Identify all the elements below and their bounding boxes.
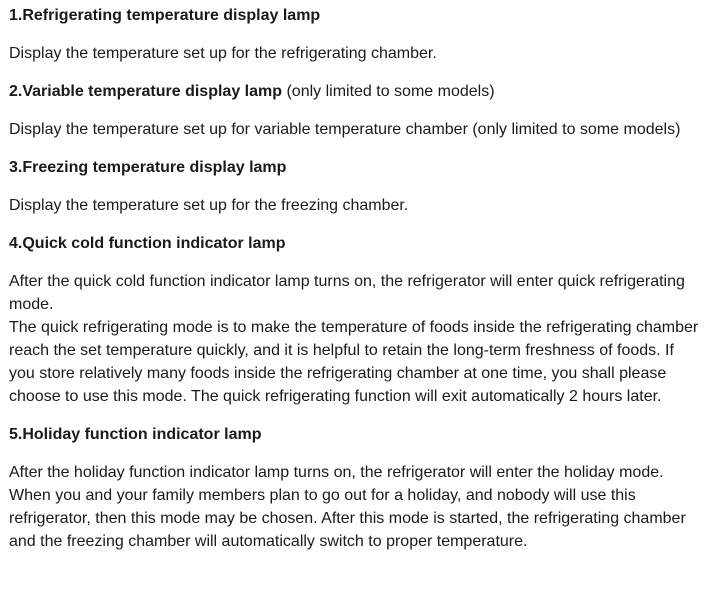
- section-4-heading: [9, 232, 699, 255]
- section-4-paragraph-2: The quick refrigerating mode is to make the temperature of foods inside the refrigerating chamber reach the set temperature quickly, and it is helpful to retain the long-term freshness of foods. If you store relatively many foods inside the refrigerating chamber at one time, you shall please choose to use this mode. The quick refrigerating function will exit automatically 2 hours later.: [9, 319, 699, 405]
- section-2-paragraph: Display the temperature set up for variable temperature chamber (only limited to some models): [9, 121, 681, 138]
- section-5-paragraph-2: When you and your family members plan to go out for a holiday, and nobody will use this refrigerator, then this mode may be chosen. After this mode is started, the refrigerating chamber and the freezing chamber will automatically switch to proper temperature.: [9, 487, 686, 550]
- section-1-title: 1.Refrigerating temperature display lamp: [9, 7, 321, 24]
- section-5-title: 5.Holiday function indicator lamp: [9, 426, 262, 443]
- section-5-heading: [9, 423, 699, 446]
- section-5-paragraph-1: After the holiday function indicator lamp turns on, the refrigerator will enter the holiday mode.: [9, 464, 664, 481]
- section-2-note: (only limited to some models): [282, 83, 495, 100]
- section-1-heading: [9, 4, 699, 27]
- section-4-title: 4.Quick cold function indicator lamp: [9, 235, 286, 252]
- section-3-heading: [9, 156, 699, 179]
- section-3-title: 3.Freezing temperature display lamp: [9, 159, 287, 176]
- section-2-heading: [9, 80, 699, 103]
- section-2-title: 2.Variable temperature display lamp: [9, 83, 283, 100]
- section-1-paragraph: Display the temperature set up for the refrigerating chamber.: [9, 45, 437, 62]
- section-4-paragraph-1: After the quick cold function indicator lamp turns on, the refrigerator will enter quick refrigerating mode.: [9, 273, 685, 313]
- section-3-paragraph: Display the temperature set up for the freezing chamber.: [9, 197, 409, 214]
